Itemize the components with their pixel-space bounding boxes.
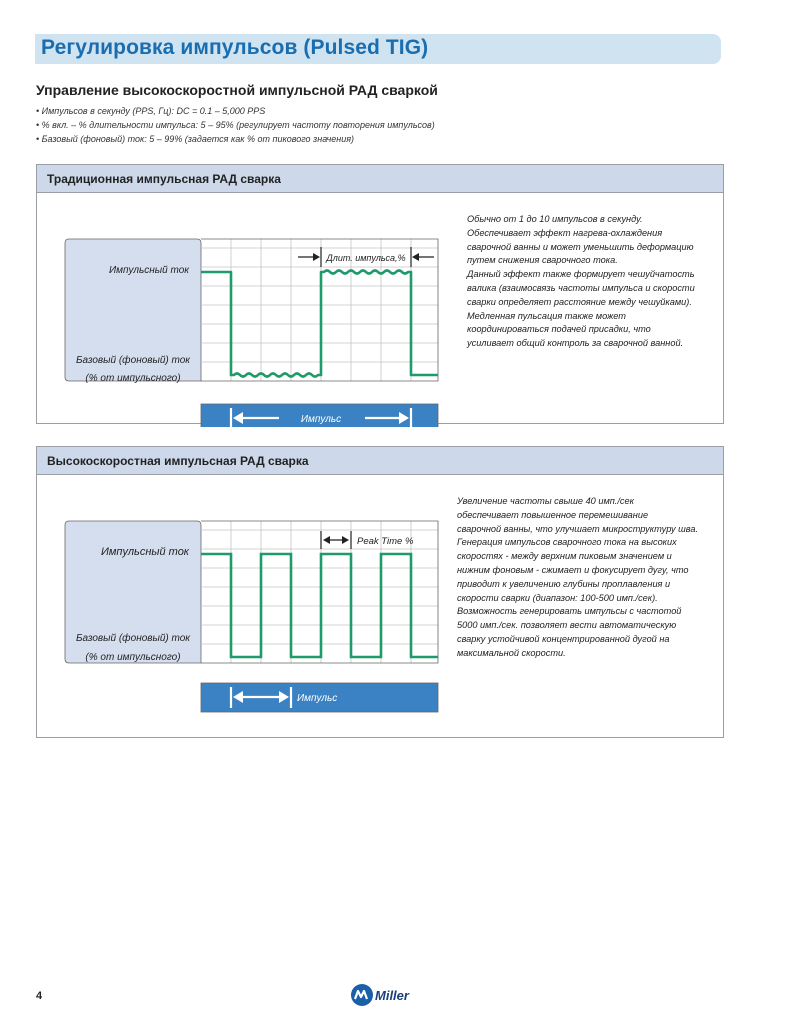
high-speed-pulse-diagram — [61, 497, 441, 717]
miller-logo — [350, 983, 430, 1009]
miller-logo-text: Miller — [375, 988, 409, 1003]
page-title: Регулировка импульсов (Pulsed TIG) — [41, 36, 429, 59]
background-percent-label: (% от импульсного) — [85, 373, 181, 384]
bullet-background: • Базовый (фоновый) ток: 5 – 99% (задается как % от пикового значения) — [36, 134, 355, 144]
pulse-waveform — [201, 554, 438, 657]
high-speed-pulse-section — [36, 446, 724, 738]
bullet-pps: • Импульсов в секунду (PPS, Гц): DC = 0.1 – 5,000 PPS — [36, 106, 266, 116]
background-current-label: Базовый (фоновый) ток — [75, 355, 191, 366]
peak-time-label: Peak Time % — [357, 536, 414, 547]
peak-current-label: Импульсный ток — [101, 546, 189, 558]
section-subtitle: Управление высокоскоростной импульсной РАД сваркой — [36, 82, 438, 98]
bullet-duty: • % вкл. – % длительности импульса: 5 – 95% (регулирует частоту повторения импульсов) — [36, 120, 435, 130]
pulse-period-label: Импульс — [297, 693, 338, 704]
traditional-description: Обычно от 1 до 10 импульсов в секунду. Обеспечивает эффект нагрева-охлаждения сварочной ванны и может уменьшить деформацию путем снижения сварочного тока. Данный эффект также формирует чешуйчатость валика (взаимосвязь частоты импульса и скорости сварки определяет расстояние между чешуйками). Медленная пульсация также может координироваться подачей присадки, что усиливает общий контроль за сварочной ванной. — [467, 214, 695, 349]
background-percent-label: (% от импульсного) — [85, 652, 181, 663]
traditional-pulse-diagram — [61, 215, 441, 427]
spec-bullets — [36, 104, 435, 146]
high-speed-section-title: Высокоскоростная импульсная РАД сварка — [37, 447, 723, 475]
page-number: 4 — [36, 990, 43, 1002]
pulse-period-label: Импульс — [300, 414, 342, 425]
traditional-pulse-section — [36, 164, 724, 424]
high-speed-description: Увеличение частоты свыше 40 имп./сек обеспечивает повышенное перемешивание сварочной ванны, что улучшает микроструктуру шва. Генерация импульсов сварочного тока на высоких скоростях - между верхним пиковым значением и нижним фоновым - сжимает и фокусирует дугу, что приводит к увеличению глубины проплавления и скорости сварки (диапазон: 100-500 имп./сек). Возможность генерировать импульсы с частотой 5000 имп./сек. позволяет вести автоматическую сварку устойчивой концентрированной дугой на максимальной скорости. — [457, 496, 699, 658]
title-banner — [35, 34, 721, 64]
pulse-duration-label: Длит. импульса,% — [326, 253, 406, 263]
background-current-label: Базовый (фоновый) ток — [75, 633, 191, 644]
traditional-section-title: Традиционная импульсная РАД сварка — [37, 165, 723, 193]
peak-current-label: Импульсный ток — [109, 265, 189, 276]
peak-time-marker — [321, 531, 351, 549]
